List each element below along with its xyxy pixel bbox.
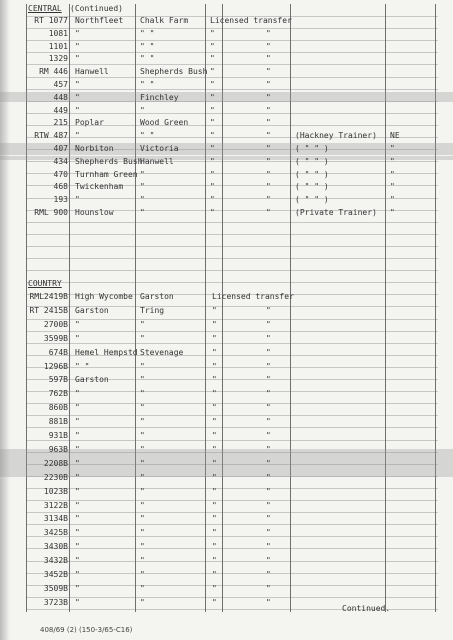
cell-a: High Wycombe	[75, 292, 133, 301]
rule-line	[26, 597, 438, 598]
cell-code: 3425B	[43, 528, 68, 538]
cell-c: "	[212, 458, 217, 468]
cell-d: "	[266, 118, 271, 128]
cell-b: "	[140, 361, 145, 371]
cell-c: "	[210, 169, 215, 179]
rule-line	[26, 282, 438, 283]
cell-code: 3122B	[43, 500, 68, 510]
cell-b: "	[140, 444, 145, 454]
cell-a: Hemel Hempstd	[75, 347, 138, 357]
cell-d: "	[266, 556, 271, 566]
cell-b: Shepherds Bush	[140, 67, 208, 77]
cell-a: "	[75, 105, 80, 115]
cell-c: Licensed transfer	[210, 16, 292, 25]
cell-c: "	[210, 41, 215, 51]
cell-c: "	[210, 131, 215, 141]
cell-d: "	[266, 54, 271, 64]
cell-b: "	[140, 583, 145, 593]
cell-c: "	[210, 144, 215, 153]
cell-d: "	[266, 514, 271, 524]
cell-code: RT 2415B	[29, 305, 68, 315]
rule-line	[26, 198, 438, 199]
continued-label: Continued.	[342, 604, 391, 613]
cell-b: "	[140, 486, 145, 496]
cell-d: "	[266, 28, 271, 38]
cell-d: "	[266, 208, 271, 217]
cell-code: RML 900	[34, 208, 68, 217]
cell-d: "	[266, 92, 271, 102]
cell-code: 963B	[48, 444, 68, 454]
cell-code: 193	[53, 195, 68, 205]
cell-b: Finchley	[140, 92, 179, 102]
cell-c: "	[212, 319, 217, 329]
cell-c: "	[210, 182, 215, 192]
cell-a: "	[75, 472, 80, 482]
cell-b: " "	[140, 54, 155, 64]
cell-code: 2700B	[43, 319, 68, 329]
cell-d: "	[266, 41, 271, 51]
cell-c: "	[212, 570, 217, 579]
cell-c: "	[210, 105, 215, 115]
cell-a: Poplar	[75, 118, 104, 128]
central-heading: CENTRAL	[28, 4, 62, 13]
cell-code: RML2419B	[29, 292, 68, 301]
cell-c: "	[210, 80, 215, 89]
cell-b: "	[140, 375, 145, 385]
rule-line	[26, 89, 438, 90]
cell-d: "	[266, 131, 271, 141]
cell-d: "	[266, 597, 271, 607]
cell-code: 3509B	[43, 583, 68, 593]
cell-a: "	[75, 54, 80, 64]
cell-d: "	[266, 156, 271, 166]
cell-d: "	[266, 333, 271, 343]
cell-code: 3599B	[43, 333, 68, 343]
cell-a: "	[75, 431, 80, 440]
cell-a: "	[75, 333, 80, 343]
rule-line	[26, 573, 438, 574]
cell-a: Norbiton	[75, 144, 114, 153]
cell-a: Shepherds Bush	[75, 156, 143, 166]
cell-d: "	[266, 347, 271, 357]
rule-line	[26, 500, 438, 501]
rule-line	[26, 343, 438, 344]
cell-b: "	[140, 500, 145, 510]
cell-a: "	[75, 597, 80, 607]
cell-code: 860B	[48, 403, 68, 413]
rule-line	[26, 64, 438, 65]
rule-line	[26, 234, 438, 235]
cell-b: "	[140, 333, 145, 343]
rule-line	[26, 331, 438, 332]
cell-d: "	[266, 389, 271, 399]
cell-e: (Private Trainer)	[295, 208, 377, 217]
cell-code: RM 446	[39, 67, 68, 77]
cell-a: "	[75, 195, 80, 205]
cell-d: "	[266, 361, 271, 371]
central-continued: (Continued)	[70, 4, 123, 13]
cell-b: "	[140, 319, 145, 329]
cell-code: 1023B	[43, 486, 68, 496]
cell-code: 3432B	[43, 556, 68, 566]
cell-c: "	[210, 92, 215, 102]
cell-f: "	[390, 182, 395, 192]
cell-c: "	[212, 556, 217, 566]
cell-a: Garston	[75, 375, 109, 385]
cell-b: Garston	[140, 292, 174, 301]
cell-f: "	[390, 156, 395, 166]
cell-a: "	[75, 92, 80, 102]
cell-c: "	[212, 375, 217, 385]
cell-a: "	[75, 500, 80, 510]
rule-line	[26, 222, 438, 223]
cell-code: 3134B	[43, 514, 68, 524]
cell-a: "	[75, 556, 80, 566]
cell-d: "	[266, 500, 271, 510]
cell-f: "	[390, 144, 395, 153]
cell-d: "	[266, 583, 271, 593]
cell-b: "	[140, 570, 145, 579]
cell-e: ( " " )	[295, 156, 329, 166]
cell-a: Garston	[75, 305, 109, 315]
cell-code: 449	[53, 105, 68, 115]
rule-line	[26, 440, 438, 441]
cell-code: 674B	[48, 347, 68, 357]
cell-b: "	[140, 105, 145, 115]
rule-line	[26, 28, 438, 29]
cell-f: "	[390, 195, 395, 205]
cell-d: "	[266, 417, 271, 427]
cell-b: Victoria	[140, 144, 179, 153]
cell-a: "	[75, 542, 80, 552]
cell-b: Stevenage	[140, 347, 184, 357]
cell-a: Northfleet	[75, 16, 124, 25]
cell-code: 3452B	[43, 570, 68, 579]
cell-d: "	[266, 542, 271, 552]
rule-line	[26, 403, 438, 404]
cell-d: "	[266, 458, 271, 468]
cell-b: "	[140, 597, 145, 607]
cell-code: 1329	[48, 54, 68, 64]
rule-line	[26, 488, 438, 489]
cell-code: 2230B	[43, 472, 68, 482]
cell-c: "	[212, 486, 217, 496]
cell-c: "	[212, 583, 217, 593]
cell-b: " "	[140, 28, 155, 38]
cell-b: " "	[140, 80, 155, 89]
cell-b: "	[140, 403, 145, 413]
cell-a: "	[75, 583, 80, 593]
cell-a: " "	[75, 361, 90, 371]
cell-b: "	[140, 542, 145, 552]
cell-d: "	[266, 472, 271, 482]
cell-c: "	[210, 28, 215, 38]
cell-c: "	[210, 54, 215, 64]
cell-c: "	[212, 347, 217, 357]
cell-c: "	[212, 500, 217, 510]
cell-b: "	[140, 528, 145, 538]
cell-code: 448	[53, 92, 68, 102]
cell-d: "	[266, 431, 271, 440]
cell-b: Tring	[140, 305, 165, 315]
cell-a: Hanwell	[75, 67, 109, 77]
cell-d: "	[266, 195, 271, 205]
cell-d: "	[266, 169, 271, 179]
cell-c: "	[212, 472, 217, 482]
footer-form-code: 408/69 (2) (150-3/65-C16)	[40, 626, 133, 634]
cell-c: "	[210, 67, 215, 77]
cell-a: Hounslow	[75, 208, 114, 217]
cell-c: "	[212, 431, 217, 440]
cell-a: "	[75, 458, 80, 468]
cell-b: Hanwell	[140, 156, 174, 166]
cell-code: 3723B	[43, 597, 68, 607]
cell-c: "	[210, 156, 215, 166]
cell-c: "	[212, 597, 217, 607]
rule-line	[26, 536, 438, 537]
cell-code: 470	[53, 169, 68, 179]
cell-code: 215	[53, 118, 68, 128]
cell-e: ( " " )	[295, 182, 329, 192]
cell-e: ( " " )	[295, 144, 329, 153]
cell-d: "	[266, 182, 271, 192]
cell-b: "	[140, 195, 145, 205]
cell-c: "	[212, 305, 217, 315]
cell-c: "	[210, 208, 215, 217]
cell-c: "	[212, 403, 217, 413]
cell-a: "	[75, 486, 80, 496]
cell-c: "	[212, 361, 217, 371]
rule-line	[26, 548, 438, 549]
cell-a: "	[75, 417, 80, 427]
cell-e: (Hackney Trainer)	[295, 131, 377, 141]
cell-a: "	[75, 528, 80, 538]
cell-a: "	[75, 80, 80, 89]
cell-code: RT 1077	[34, 16, 68, 25]
cell-b: "	[140, 208, 145, 217]
cell-b: "	[140, 458, 145, 468]
rule-line	[26, 524, 438, 525]
rule-line	[26, 561, 438, 562]
cell-c: "	[212, 444, 217, 454]
rule-line	[26, 258, 438, 259]
cell-code: 931B	[48, 431, 68, 440]
cell-b: " "	[140, 41, 155, 51]
rule-line	[26, 52, 438, 53]
cell-code: 762B	[48, 389, 68, 399]
cell-f: NE	[390, 131, 400, 141]
cell-d: "	[266, 375, 271, 385]
rule-line	[26, 585, 438, 586]
cell-code: 407	[53, 144, 68, 153]
cell-a: "	[75, 389, 80, 399]
cell-e: ( " " )	[295, 195, 329, 205]
cell-c: "	[212, 514, 217, 524]
cell-c: "	[210, 118, 215, 128]
cell-d: "	[266, 80, 271, 89]
cell-a: "	[75, 403, 80, 413]
rule-line	[26, 415, 438, 416]
cell-code: 1101	[48, 41, 68, 51]
rule-line	[26, 427, 438, 428]
cell-b: "	[140, 431, 145, 440]
cell-d: "	[266, 528, 271, 538]
cell-d: "	[266, 319, 271, 329]
cell-code: RTW 487	[34, 131, 68, 141]
cell-code: 881B	[48, 417, 68, 427]
cell-b: "	[140, 472, 145, 482]
rule-line	[26, 270, 438, 271]
cell-d: "	[266, 105, 271, 115]
cell-b: "	[140, 182, 145, 192]
cell-b: Chalk Farm	[140, 16, 189, 25]
rule-line	[26, 512, 438, 513]
rule-line	[26, 319, 438, 320]
cell-a: "	[75, 41, 80, 51]
cell-c: "	[212, 417, 217, 427]
rule-line	[26, 391, 438, 392]
cell-b: "	[140, 389, 145, 399]
cell-code: 434	[53, 156, 68, 166]
cell-code: 597B	[48, 375, 68, 385]
cell-code: 457	[53, 80, 68, 89]
cell-a: "	[75, 570, 80, 579]
cell-d: "	[266, 444, 271, 454]
cell-d: "	[266, 144, 271, 153]
rule-line	[26, 40, 438, 41]
cell-c: "	[212, 542, 217, 552]
cell-c: "	[212, 333, 217, 343]
cell-b: " "	[140, 131, 155, 141]
cell-b: Wood Green	[140, 118, 189, 128]
cell-d: "	[266, 403, 271, 413]
cell-f: "	[390, 169, 395, 179]
cell-c: "	[210, 195, 215, 205]
cell-e: ( " " )	[295, 169, 329, 179]
rule-line	[26, 246, 438, 247]
cell-a: "	[75, 131, 80, 141]
cell-c: "	[212, 528, 217, 538]
cell-b: "	[140, 417, 145, 427]
cell-code: 468	[53, 182, 68, 192]
cell-a: "	[75, 444, 80, 454]
cell-a: Turnham Green	[75, 169, 138, 179]
cell-code: 1296B	[43, 361, 68, 371]
cell-d: "	[266, 486, 271, 496]
cell-d: "	[266, 67, 271, 77]
cell-d: "	[266, 570, 271, 579]
cell-a: "	[75, 28, 80, 38]
cell-a: Twickenham	[75, 182, 124, 192]
cell-f: "	[390, 208, 395, 217]
cell-code: 3430B	[43, 542, 68, 552]
cell-a: "	[75, 319, 80, 329]
cell-d: "	[266, 305, 271, 315]
cell-a: "	[75, 514, 80, 524]
cell-b: "	[140, 556, 145, 566]
country-heading: COUNTRY	[28, 279, 62, 288]
cell-code: 1081	[48, 28, 68, 38]
cell-b: "	[140, 514, 145, 524]
cell-code: 2208B	[43, 458, 68, 468]
rule-line	[26, 113, 438, 114]
cell-c: Licensed transfer	[212, 292, 294, 301]
cell-b: "	[140, 169, 145, 179]
cell-c: "	[212, 389, 217, 399]
